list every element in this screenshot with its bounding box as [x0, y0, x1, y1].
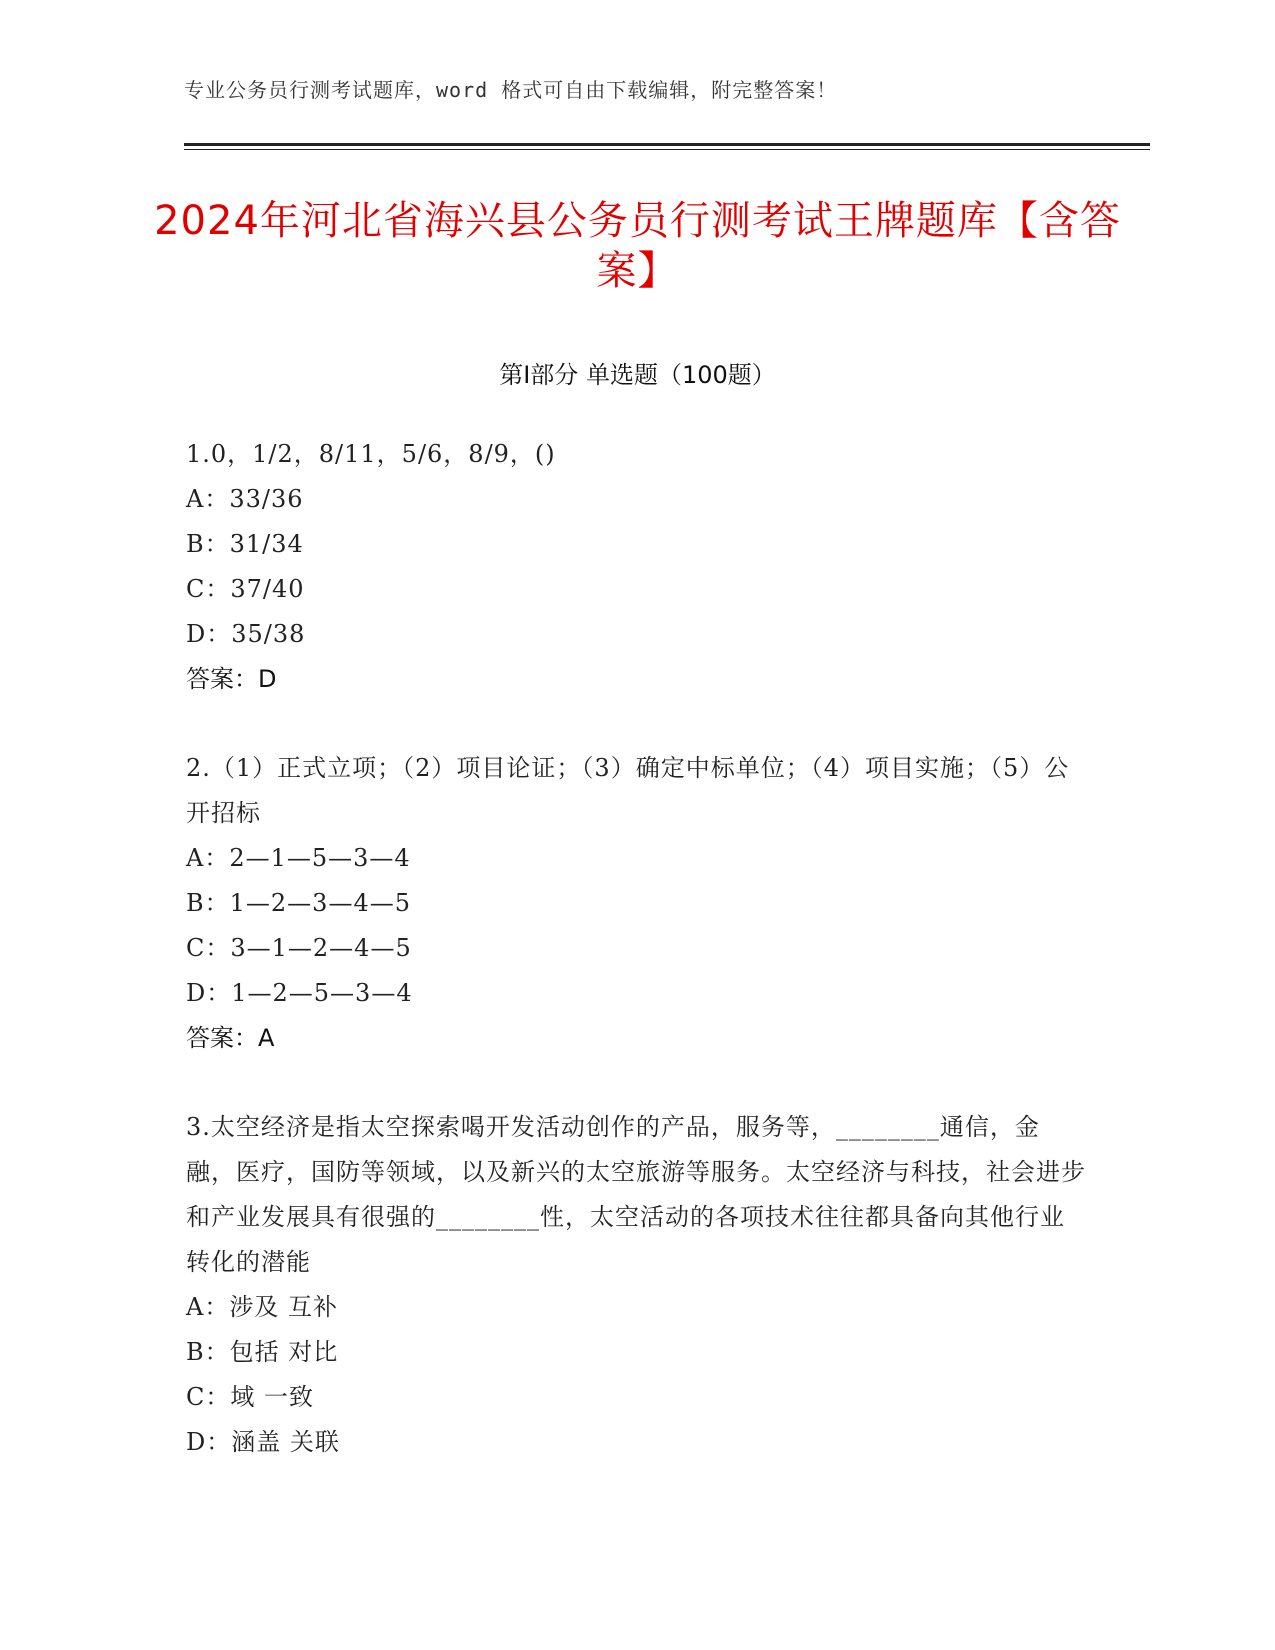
option-d: D：涵盖 关联	[186, 1428, 340, 1456]
question-list	[186, 432, 1086, 1509]
option-a: A：33/36	[186, 485, 304, 513]
document-title: 2024年河北省海兴县公务员行测考试王牌题库【含答案】	[154, 198, 1121, 294]
question-stem: 2.（1）正式立项；（2）项目论证；（3）确定中标单位；（4）项目实施；（5）公开招标	[186, 754, 1070, 827]
option-a: A：2—1—5—3—4	[186, 844, 411, 872]
question-1	[186, 432, 1086, 702]
option-b: B：1—2—3—4—5	[186, 889, 411, 917]
header-divider-thin	[184, 149, 1150, 150]
question-2	[186, 746, 1086, 1061]
answer: 答案：D	[186, 665, 277, 693]
option-c: C：37/40	[186, 575, 305, 603]
option-c: C：域 一致	[186, 1383, 314, 1411]
header-divider-thick	[184, 143, 1150, 146]
option-a: A：涉及 互补	[186, 1293, 338, 1321]
option-d: D：35/38	[186, 620, 306, 648]
option-b: B：31/34	[186, 530, 304, 558]
question-stem: 1.0，1/2，8/11，5/6，8/9，()	[186, 440, 556, 468]
answer: 答案：A	[186, 1024, 275, 1052]
option-c: C：3—1—2—4—5	[186, 934, 412, 962]
section-heading: 第Ⅰ部分 单选题（100题）	[499, 361, 776, 389]
option-b: B：包括 对比	[186, 1338, 339, 1366]
question-stem: 3.太空经济是指太空探索喝开发活动创作的产品，服务等，________通信，金融，医疗，国防等领域，以及新兴的太空旅游等服务。太空经济与科技，社会进步和产业发展具有很强的________性，太空活动的各项技术往往都具备向其他行业转化的潜能	[186, 1113, 1086, 1276]
header-note: 专业公务员行测考试题库，word 格式可自由下载编辑，附完整答案！	[184, 78, 838, 102]
question-3	[186, 1105, 1086, 1465]
option-d: D：1—2—5—3—4	[186, 979, 413, 1007]
